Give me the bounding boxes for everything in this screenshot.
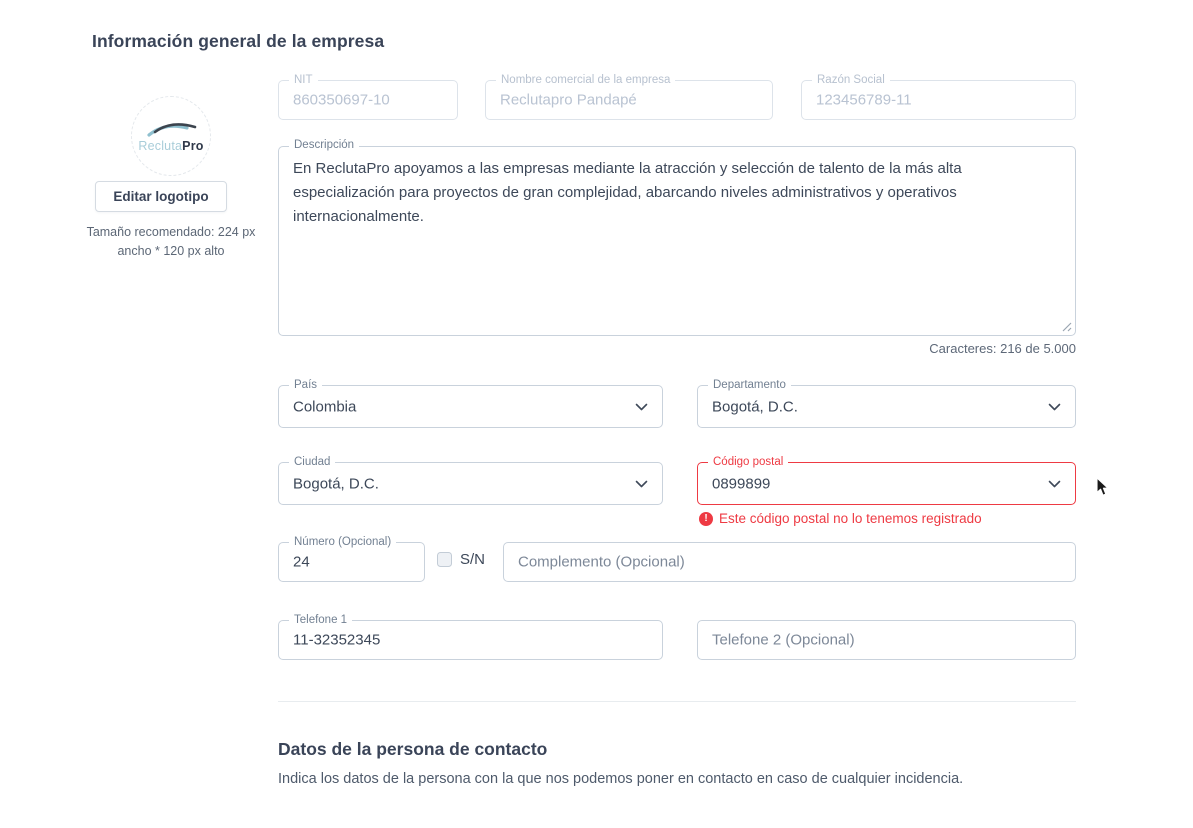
ciudad-label: Ciudad <box>289 455 335 469</box>
description-textarea[interactable] <box>278 139 1076 336</box>
logo-size-hint-line1: Tamaño recomendado: 224 px <box>86 225 256 239</box>
ciudad-value: Bogotá, D.C. <box>293 475 379 492</box>
codigo-postal-select[interactable] <box>697 456 1076 505</box>
sn-checkbox-row <box>437 551 485 568</box>
logo-size-hint <box>80 223 262 261</box>
telefone2-field[interactable] <box>697 620 1076 660</box>
description-label: Descripción <box>289 139 359 151</box>
logo-text-pro: Pro <box>182 139 204 153</box>
razon-social-value: 123456789-11 <box>816 91 912 109</box>
trade-name-value: Reclutapro Pandapé <box>500 91 637 109</box>
character-counter: Caracteres: 216 de 5.000 <box>929 341 1076 356</box>
razon-social-label: Razón Social <box>812 73 890 87</box>
edit-logo-button[interactable]: Editar logotipo <box>95 181 227 212</box>
sn-checkbox[interactable] <box>437 552 452 567</box>
chevron-down-icon <box>1048 480 1061 488</box>
trade-name-label: Nombre comercial de la empresa <box>496 73 675 87</box>
pais-value: Colombia <box>293 398 357 415</box>
contact-section-subtitle: Indica los datos de la persona con la que nos podemos poner en contacto en caso de cualquier incidencia. <box>278 771 964 787</box>
codigo-postal-value: 0899899 <box>712 475 771 492</box>
company-logo[interactable] <box>131 96 211 176</box>
numero-value: 24 <box>293 553 310 571</box>
codigo-postal-error <box>699 511 982 526</box>
telefone1-field[interactable] <box>278 614 663 660</box>
logo-wordmark <box>138 139 203 153</box>
chevron-down-icon <box>1048 403 1061 411</box>
telefone1-label: Telefone 1 <box>289 613 352 627</box>
pais-select[interactable] <box>278 379 663 428</box>
codigo-postal-error-text: Este código postal no lo tenemos registrado <box>719 511 982 526</box>
mouse-cursor <box>1096 477 1110 497</box>
section-divider <box>278 701 1076 702</box>
pais-label: País <box>289 378 322 392</box>
complemento-placeholder: Complemento (Opcional) <box>518 553 685 571</box>
trade-name-field <box>485 74 773 120</box>
telefone2-placeholder: Telefone 2 (Opcional) <box>712 631 855 649</box>
razon-social-field <box>801 74 1076 120</box>
nit-value: 860350697-10 <box>293 91 390 109</box>
description-value: En ReclutaPro apoyamos a las empresas mediante la atracción y selección de talento de la más alta especialización para proyectos de gran complejidad, abarcando niveles administrativos y operativos internacionalmente. <box>293 160 962 225</box>
complemento-field[interactable] <box>503 542 1076 582</box>
departamento-value: Bogotá, D.C. <box>712 398 798 415</box>
codigo-postal-label: Código postal <box>708 455 788 469</box>
logo-size-hint-line2: ancho * 120 px alto <box>117 244 225 258</box>
nit-label: NIT <box>289 73 318 87</box>
error-alert-icon: ! <box>699 512 713 526</box>
nit-field <box>278 74 458 120</box>
departamento-label: Departamento <box>708 378 791 392</box>
sn-checkbox-label: S/N <box>460 551 486 568</box>
departamento-select[interactable] <box>697 379 1076 428</box>
contact-section-title: Datos de la persona de contacto <box>278 739 548 759</box>
numero-field[interactable] <box>278 536 425 582</box>
numero-label: Número (Opcional) <box>289 535 396 549</box>
ciudad-select[interactable] <box>278 456 663 505</box>
page-title: Información general de la empresa <box>92 31 385 51</box>
logo-text-recluta: Recluta <box>138 139 183 153</box>
telefone1-value: 11-32352345 <box>293 631 381 649</box>
logo-swoosh-icon <box>143 119 199 141</box>
resize-handle-icon[interactable] <box>1062 322 1072 332</box>
chevron-down-icon <box>635 403 648 411</box>
chevron-down-icon <box>635 480 648 488</box>
